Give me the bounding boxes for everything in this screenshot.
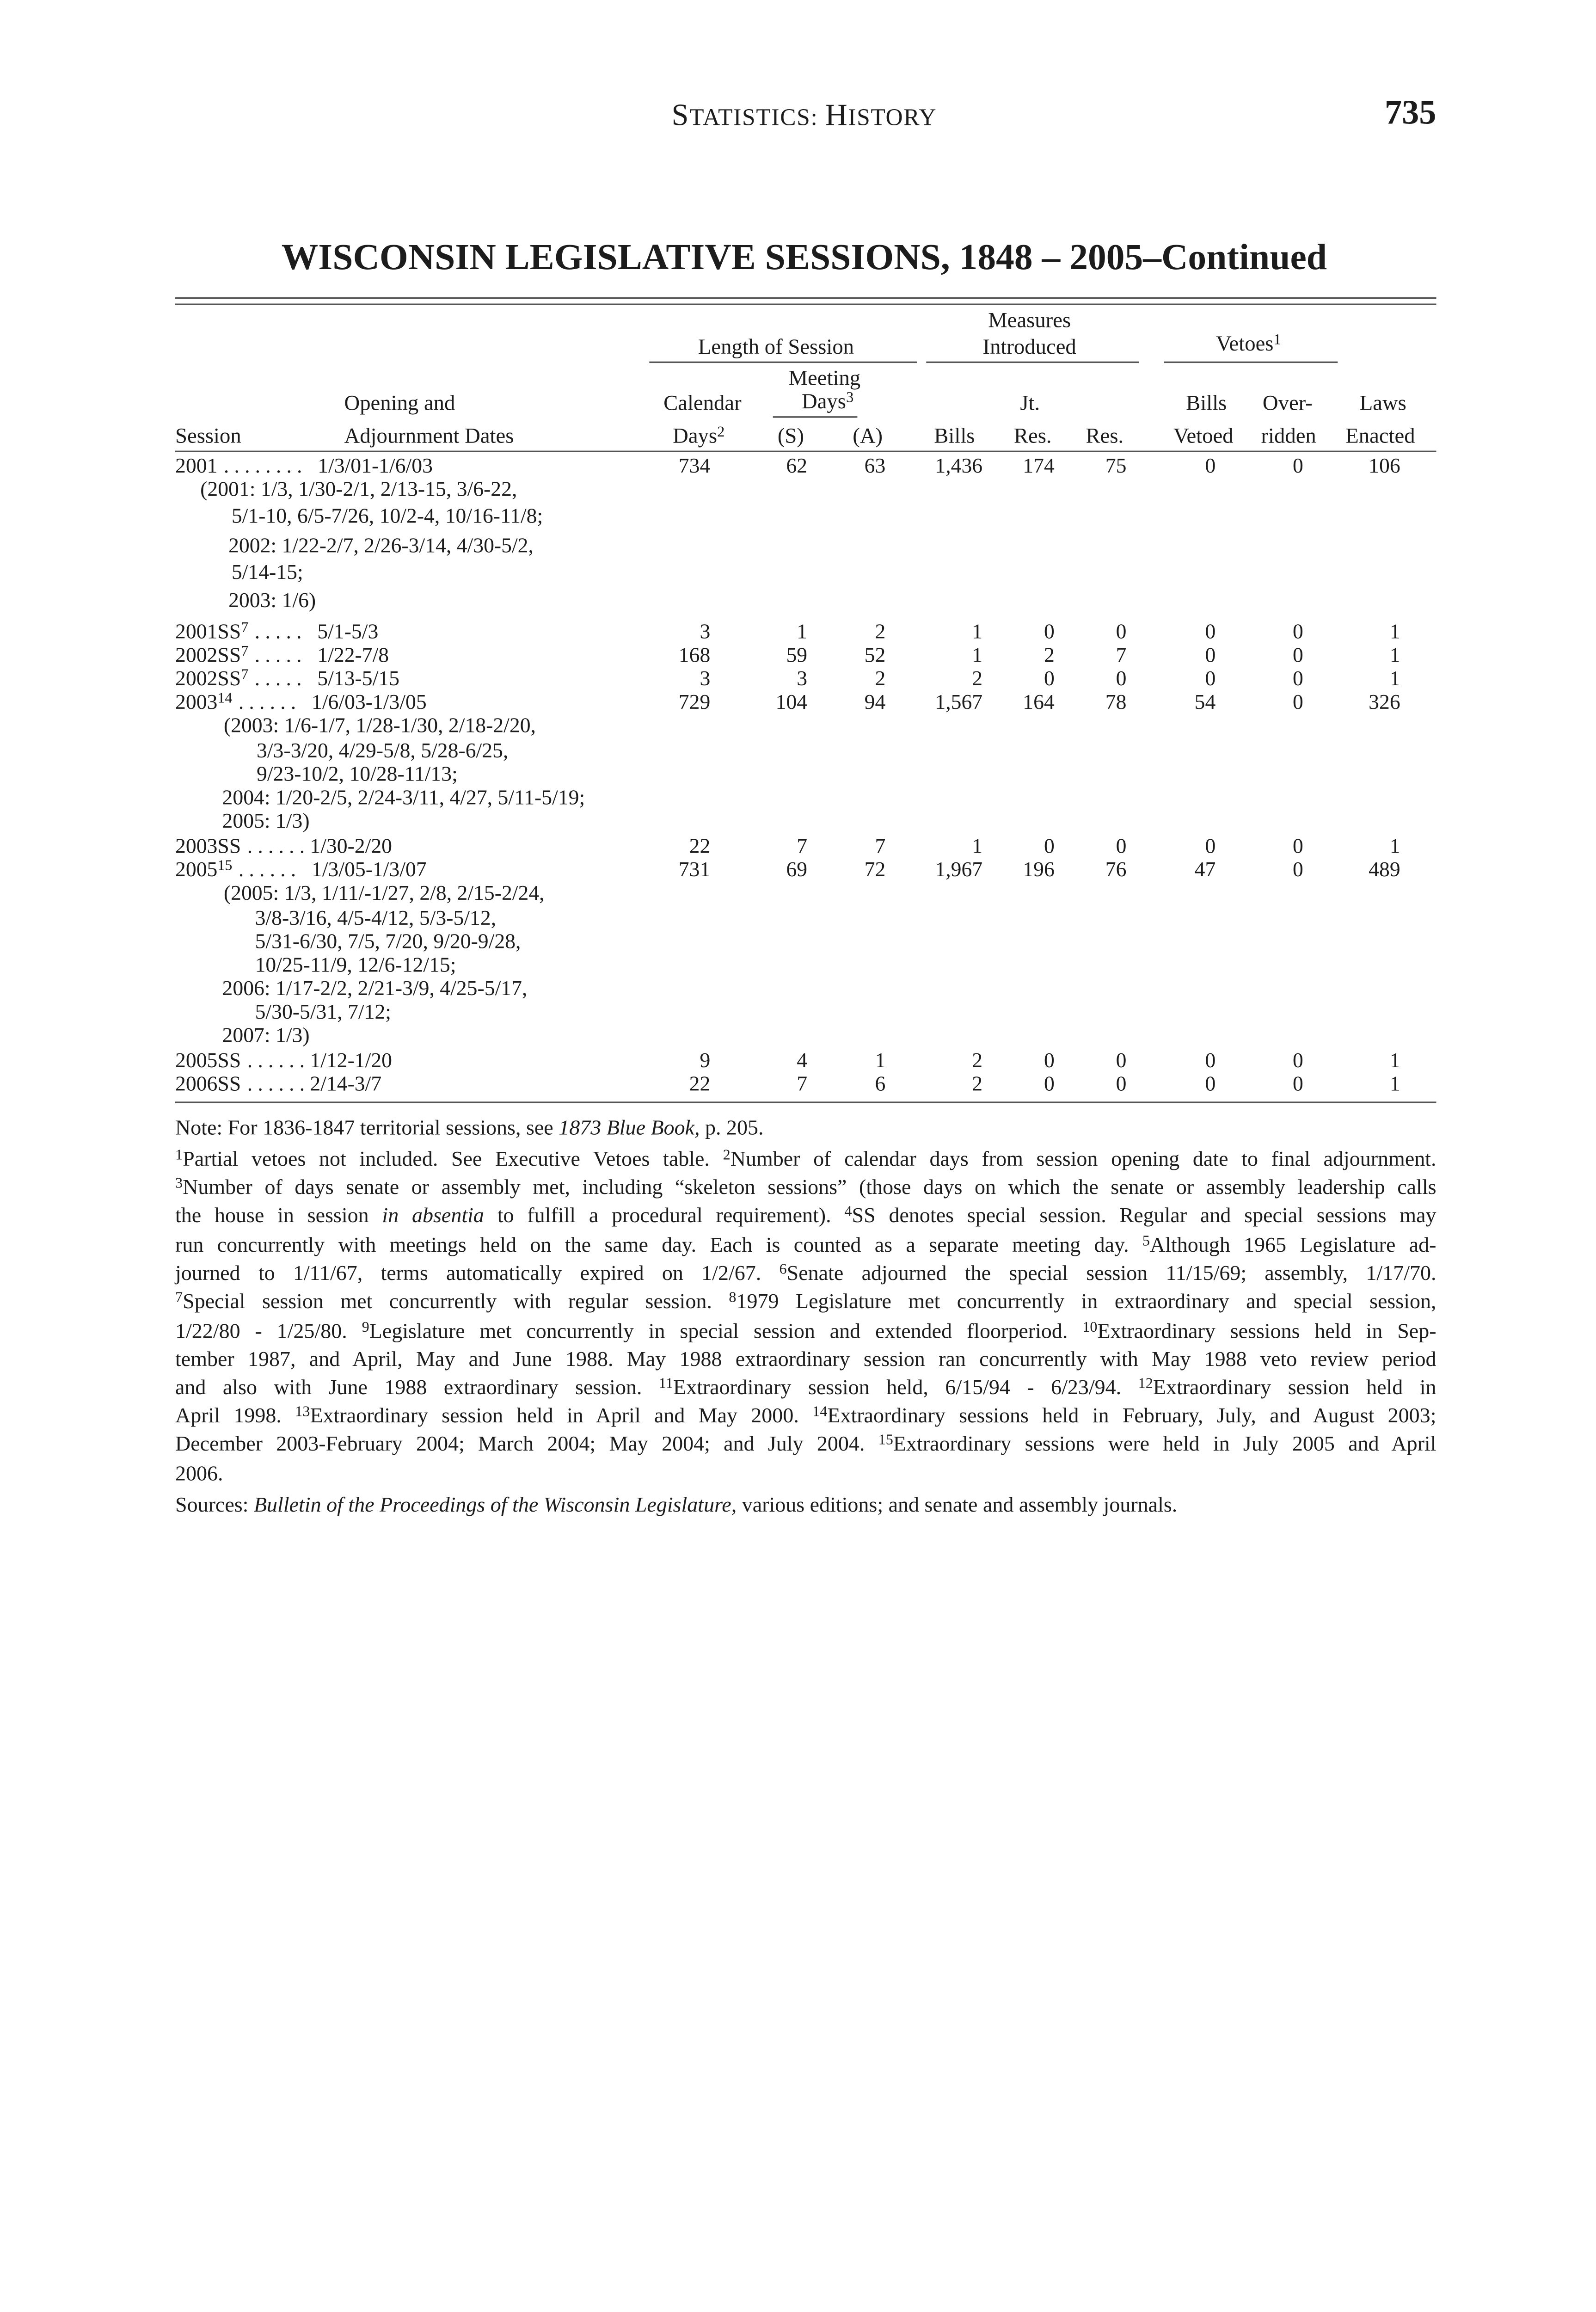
footnote-marker: 14: [812, 1404, 828, 1420]
session-dates: 1/3/05-1/3/07: [311, 857, 427, 881]
meeting-days-rule: [773, 416, 858, 418]
cell-res: 0: [1116, 1072, 1127, 1095]
sources-text: Sources:: [175, 1493, 254, 1517]
cell-laws-enacted: 1: [1389, 620, 1400, 643]
cell-bills: 1,967: [935, 857, 983, 881]
footnote-line: [175, 1317, 1436, 1349]
table-title: WISCONSIN LEGISLATIVE SESSIONS, 1848 – 2005–Continued: [281, 238, 1327, 279]
cell-jt-res: 174: [1023, 454, 1055, 478]
adjournment-dates-column-header: Adjournment Dates: [344, 424, 514, 448]
footnote-text: run concurrently with meetings held on the same day. Each is counted as a separate meeting day.: [175, 1233, 1142, 1257]
introduced-rule: [926, 362, 1139, 363]
calendar-header: Calendar: [663, 391, 742, 415]
session-detail-line: (2005: 1/3, 1/11/-1/27, 2/8, 2/15-2/24,: [223, 881, 545, 904]
senate-days-column-header: (S): [777, 424, 804, 448]
session-dates: 2/14-3/7: [310, 1072, 382, 1095]
cell-jt-res: 196: [1023, 857, 1055, 881]
cell-overridden: 0: [1293, 666, 1303, 690]
cell-bills-vetoed: 0: [1205, 620, 1216, 643]
session-detail-line: 3/8-3/16, 4/5-4/12, 5/3-5/12,: [255, 906, 497, 930]
cell-meeting-days-a: 2: [875, 620, 886, 643]
footnote-text: and also with June 1988 extraordinary session.: [175, 1375, 659, 1399]
bills-vetoed-header-top: Bills: [1186, 391, 1227, 415]
cell-meeting-days-a: 7: [875, 834, 886, 858]
footnote-line: [175, 1402, 1436, 1433]
cell-res: 0: [1116, 834, 1127, 858]
cell-res: 0: [1116, 666, 1127, 690]
session-detail-line: 10/25-11/9, 12/6-12/15;: [255, 953, 456, 977]
session-dates: 1/22-7/8: [317, 643, 389, 667]
dot-leader: ......: [247, 1048, 310, 1072]
cell-meeting-days-s: 3: [797, 666, 808, 690]
footnote-text: Although 1965 Legislature ad-: [1150, 1233, 1436, 1257]
length-of-session-rule: [649, 362, 917, 363]
cell-laws-enacted: 489: [1369, 857, 1400, 881]
cell-bills-vetoed: 54: [1194, 690, 1216, 714]
footnote-text: to fulfill a procedural requirement).: [484, 1203, 845, 1227]
footnote-marker: 2: [717, 423, 725, 441]
calendar-days-column-header: [673, 424, 724, 452]
cell-jt-res: 164: [1023, 690, 1055, 714]
footnote-marker: 7: [241, 644, 249, 660]
footnote-text: tember 1987, and April, May and June 1988. May 1988 extraordinary session ran concurrently with May 1988 veto review period: [175, 1347, 1436, 1371]
footnote-line: [175, 1231, 1436, 1263]
cell-jt-res: 2: [1044, 643, 1055, 667]
cell-bills-vetoed: 0: [1205, 454, 1216, 478]
cell-calendar-days: 731: [678, 857, 711, 881]
jt-header: Jt.: [1020, 391, 1040, 415]
dot-leader: .....: [254, 620, 318, 643]
sources-text: various editions; and senate and assembly journals.: [737, 1493, 1178, 1517]
cell-bills-vetoed: 0: [1205, 1072, 1216, 1095]
dot-leader: ......: [247, 834, 310, 858]
footnote-text: Extraordinary sessions held in February, July, and August 2003;: [827, 1403, 1436, 1427]
footnote-text: Extraordinary session held, 6/15/94 - 6/23/94.: [673, 1375, 1138, 1399]
cell-bills: 1: [972, 834, 983, 858]
cell-calendar-days: 729: [678, 690, 711, 714]
footnote-text: Extraordinary session held in April and May 2000.: [310, 1403, 813, 1427]
session-detail-line: 2004: 1/20-2/5, 2/24-3/11, 4/27, 5/11-5/19;: [222, 785, 585, 809]
cell-bills-vetoed: 0: [1205, 643, 1216, 667]
cell-meeting-days-a: 6: [875, 1072, 886, 1095]
footnote-marker: 8: [729, 1290, 737, 1306]
footnote-text: December 2003-February 2004; March 2004; May 2004; and July 2004.: [175, 1432, 878, 1456]
note-text: p. 205.: [700, 1115, 764, 1139]
footnote-marker: 14: [217, 691, 233, 707]
assembly-days-column-header: (A): [853, 424, 883, 448]
vetoed-column-header: Vetoed: [1173, 424, 1234, 448]
cell-bills: 1,567: [935, 690, 983, 714]
cell-res: 75: [1105, 454, 1127, 478]
footnote-marker: 4: [844, 1204, 852, 1220]
measures-header: Measures: [988, 308, 1071, 332]
footnote-text: Partial vetoes not included. See Executive Vetoes table.: [183, 1147, 723, 1171]
page-number: 735: [1384, 92, 1436, 132]
res-column-header: Res.: [1086, 424, 1124, 448]
cell-meeting-days-s: 69: [786, 857, 808, 881]
footnote-line: [175, 1430, 1436, 1462]
footnote-text: 1979 Legislature met concurrently in extraordinary and special session,: [736, 1289, 1436, 1313]
cell-bills: 1,436: [935, 454, 983, 478]
session-name: 2006SS: [175, 1072, 241, 1095]
cell-meeting-days-a: 72: [864, 857, 886, 881]
note-book-title: 1873 Blue Book,: [559, 1115, 700, 1139]
sources-publication-title: Bulletin of the Proceedings of the Wisconsin Legislature,: [253, 1493, 737, 1517]
cell-jt-res: 0: [1044, 666, 1055, 690]
cell-res: 78: [1105, 690, 1127, 714]
footnote-marker: 13: [295, 1404, 310, 1420]
dot-leader: ......: [238, 690, 312, 714]
footnote-marker: 9: [362, 1320, 369, 1336]
footnote-marker: 12: [1138, 1376, 1153, 1392]
cell-calendar-days: 9: [700, 1048, 711, 1072]
session-column-header: Session: [175, 424, 241, 448]
session-dates: 1/3/01-1/6/03: [318, 454, 433, 478]
cell-res: 7: [1116, 643, 1127, 667]
cell-calendar-days: 734: [678, 454, 711, 478]
footnote-text: Extraordinary session held in: [1153, 1375, 1436, 1399]
footnote-marker: 6: [779, 1262, 787, 1278]
cell-jt-res: 0: [1044, 1048, 1055, 1072]
cell-bills-vetoed: 0: [1205, 1048, 1216, 1072]
cell-laws-enacted: 1: [1389, 666, 1400, 690]
cell-bills: 2: [972, 1048, 983, 1072]
dot-leader: ........: [223, 454, 318, 478]
footnote-line: [175, 1288, 1436, 1319]
cell-laws-enacted: 1: [1389, 834, 1400, 858]
footnote-marker: 5: [1142, 1234, 1150, 1250]
session-name: 2005SS: [175, 1048, 241, 1072]
cell-overridden: 0: [1293, 690, 1303, 714]
laws-header-top: Laws: [1359, 391, 1406, 415]
cell-jt-res: 0: [1044, 834, 1055, 858]
header-bottom-rule: [175, 451, 1436, 452]
footnote-marker: 2: [723, 1148, 730, 1164]
cell-meeting-days-a: 52: [864, 643, 886, 667]
session-name: 2001: [175, 454, 218, 478]
cell-res: 0: [1116, 1048, 1127, 1072]
dot-leader: .....: [254, 643, 318, 667]
footnote-line: [175, 1374, 1436, 1405]
cell-meeting-days-a: 63: [864, 454, 886, 478]
cell-meeting-days-s: 7: [797, 834, 808, 858]
cell-meeting-days-s: 62: [786, 454, 808, 478]
cell-overridden: 0: [1293, 1048, 1303, 1072]
cell-jt-res: 0: [1044, 1072, 1055, 1095]
session-label: [175, 1048, 392, 1073]
footnote-marker: 11: [658, 1376, 673, 1392]
cell-meeting-days-s: 104: [775, 690, 808, 714]
session-detail-line: 5/30-5/31, 7/12;: [255, 1000, 391, 1024]
footnote-marker: 7: [241, 621, 249, 637]
session-detail-line: 2006: 1/17-2/2, 2/21-3/9, 4/25-5/17,: [222, 976, 528, 1000]
meeting-header: Meeting: [788, 366, 861, 390]
footnote-text: Number of calendar days from session opening date to final adjournment.: [730, 1147, 1436, 1171]
session-detail-line: 2002: 1/22-2/7, 2/26-3/14, 4/30-5/2,: [228, 533, 534, 557]
overridden-header-top: Over-: [1262, 391, 1313, 415]
footnote-marker: 3: [175, 1176, 183, 1192]
cell-meeting-days-a: 2: [875, 666, 886, 690]
cell-laws-enacted: 1: [1389, 1048, 1400, 1072]
footnote-line: [175, 1145, 1436, 1177]
cell-meeting-days-a: 1: [875, 1048, 886, 1072]
footnote-text: journed to 1/11/67, terms automatically expired on 1/2/67.: [175, 1261, 780, 1285]
cell-res: 0: [1116, 620, 1127, 643]
cell-bills: 1: [972, 620, 983, 643]
session-detail-line: 2005: 1/3): [222, 809, 310, 833]
session-dates: 5/13-5/15: [317, 666, 399, 690]
footnote-text: Legislature met concurrently in special session and extended floorperiod.: [369, 1319, 1083, 1343]
session-name: 2002SS: [175, 643, 241, 667]
footnote-marker: 10: [1082, 1320, 1098, 1336]
footnote-marker: 1: [1273, 331, 1281, 349]
footnote-text: April 1998.: [175, 1403, 295, 1427]
session-detail-line: 5/1-10, 6/5-7/26, 10/2-4, 10/16-11/8;: [231, 504, 543, 528]
cell-overridden: 0: [1293, 454, 1303, 478]
top-double-rule-lower: [175, 303, 1436, 305]
cell-laws-enacted: 106: [1369, 454, 1400, 478]
session-dates: 1/6/03-1/3/05: [311, 690, 427, 714]
note-text: Note: For 1836-1847 territorial sessions, see: [175, 1115, 559, 1139]
footnote-line: [175, 1174, 1436, 1205]
footnote-marker: 15: [217, 858, 233, 874]
cell-meeting-days-s: 4: [797, 1048, 808, 1072]
footnote-text: Special session met concurrently with regular session.: [183, 1289, 729, 1313]
cell-bills: 2: [972, 666, 983, 690]
footnote-text: the house in session: [175, 1203, 382, 1227]
dot-leader: ......: [247, 1072, 310, 1095]
session-detail-line: (2003: 1/6-1/7, 1/28-1/30, 2/18-2/20,: [223, 713, 536, 737]
cell-bills: 1: [972, 643, 983, 667]
bills-column-header: Bills: [934, 424, 975, 448]
session-detail-line: 5/14-15;: [231, 560, 303, 584]
cell-overridden: 0: [1293, 857, 1303, 881]
cell-overridden: 0: [1293, 643, 1303, 667]
vetoes-header-label: Vetoes: [1216, 332, 1274, 356]
footnote-line: [175, 1202, 1436, 1233]
jt-res-column-header: Res.: [1013, 424, 1052, 448]
cell-calendar-days: 3: [700, 666, 711, 690]
footnote-text: Senate adjourned the special session 11/15/69; assembly, 1/17/70.: [786, 1261, 1436, 1285]
note-line: [175, 1114, 1436, 1142]
session-label: [175, 834, 392, 859]
cell-calendar-days: 168: [678, 643, 711, 667]
cell-jt-res: 0: [1044, 620, 1055, 643]
cell-calendar-days: 22: [689, 1072, 711, 1095]
footnote-line: [175, 1260, 1436, 1291]
cell-bills: 2: [972, 1072, 983, 1095]
session-dates: 5/1-5/3: [317, 620, 379, 643]
session-detail-line: 2003: 1/6): [228, 588, 316, 612]
laws-enacted-column-header: Enacted: [1345, 424, 1415, 448]
cell-bills-vetoed: 47: [1194, 857, 1216, 881]
top-double-rule-upper: [175, 297, 1436, 299]
session-label: [175, 454, 433, 479]
meeting-days-label: Days: [801, 389, 846, 413]
running-head-word: HISTORY: [825, 100, 937, 133]
cell-meeting-days-a: 94: [864, 690, 886, 714]
footnote-text: Extraordinary sessions were held in July 2005 and April: [893, 1432, 1436, 1456]
introduced-header: Introduced: [982, 335, 1076, 358]
cell-calendar-days: 22: [689, 834, 711, 858]
running-head-word: STATISTICS:: [671, 100, 818, 133]
session-detail-line: 5/31-6/30, 7/5, 7/20, 9/20-9/28,: [255, 929, 521, 953]
session-label: [175, 1072, 381, 1097]
overridden-column-header: ridden: [1261, 424, 1316, 448]
footnote-text: 1/22/80 - 1/25/80.: [175, 1319, 362, 1343]
cell-laws-enacted: 1: [1389, 643, 1400, 667]
calendar-days-label: Days: [673, 424, 718, 448]
cell-meeting-days-s: 1: [797, 620, 808, 643]
dot-leader: .....: [254, 666, 318, 690]
cell-meeting-days-s: 59: [786, 643, 808, 667]
footnote-marker: 3: [846, 389, 854, 406]
dot-leader: ......: [238, 857, 312, 881]
session-name: 2003SS: [175, 834, 241, 858]
session-dates: 1/12-1/20: [310, 1048, 393, 1072]
vetoes-header: [1092, 332, 1405, 360]
footnote-italic: in absentia: [382, 1203, 484, 1227]
session-detail-line: 3/3-3/20, 4/29-5/8, 5/28-6/25,: [256, 738, 509, 762]
session-name: 2002SS: [175, 666, 241, 690]
cell-calendar-days: 3: [700, 620, 711, 643]
cell-overridden: 0: [1293, 1072, 1303, 1095]
length-of-session-header: Length of Session: [698, 335, 854, 358]
session-dates: 1/30-2/20: [310, 834, 393, 858]
footnote-text: SS denotes special session. Regular and special sessions may: [852, 1203, 1436, 1227]
session-detail-line: (2001: 1/3, 1/30-2/1, 2/13-15, 3/6-22,: [200, 477, 517, 501]
table-bottom-rule: [175, 1101, 1436, 1103]
cell-laws-enacted: 1: [1389, 1072, 1400, 1095]
session-detail-line: 9/23-10/2, 10/28-11/13;: [256, 762, 458, 786]
running-head: [491, 98, 1117, 138]
session-name: 2005: [175, 857, 218, 881]
cell-bills-vetoed: 0: [1205, 666, 1216, 690]
cell-overridden: 0: [1293, 620, 1303, 643]
footnote-marker: 7: [241, 668, 249, 683]
footnote-text: Number of days senate or assembly met, including “skeleton sessions” (those days on which the senate or assembly leadership calls: [183, 1175, 1436, 1199]
footnote-marker: 15: [878, 1433, 893, 1449]
footnote-marker: 1: [175, 1148, 183, 1164]
vetoes-rule: [1164, 362, 1338, 363]
cell-res: 76: [1105, 857, 1127, 881]
cell-overridden: 0: [1293, 834, 1303, 858]
footnote-marker: 7: [175, 1290, 183, 1306]
footnote-line: [175, 1460, 1436, 1488]
footnote-line: [175, 1346, 1436, 1374]
sources-line: [175, 1491, 1436, 1519]
cell-meeting-days-s: 7: [797, 1072, 808, 1095]
session-name: 2001SS: [175, 620, 241, 643]
footnote-text: Extraordinary sessions held in Sep-: [1097, 1319, 1436, 1343]
session-detail-line: 2007: 1/3): [222, 1023, 310, 1047]
session-name: 2003: [175, 690, 218, 714]
cell-bills-vetoed: 0: [1205, 834, 1216, 858]
footnote-text: 2006.: [175, 1461, 223, 1485]
opening-and-header: Opening and: [344, 391, 455, 415]
cell-laws-enacted: 326: [1369, 690, 1400, 714]
